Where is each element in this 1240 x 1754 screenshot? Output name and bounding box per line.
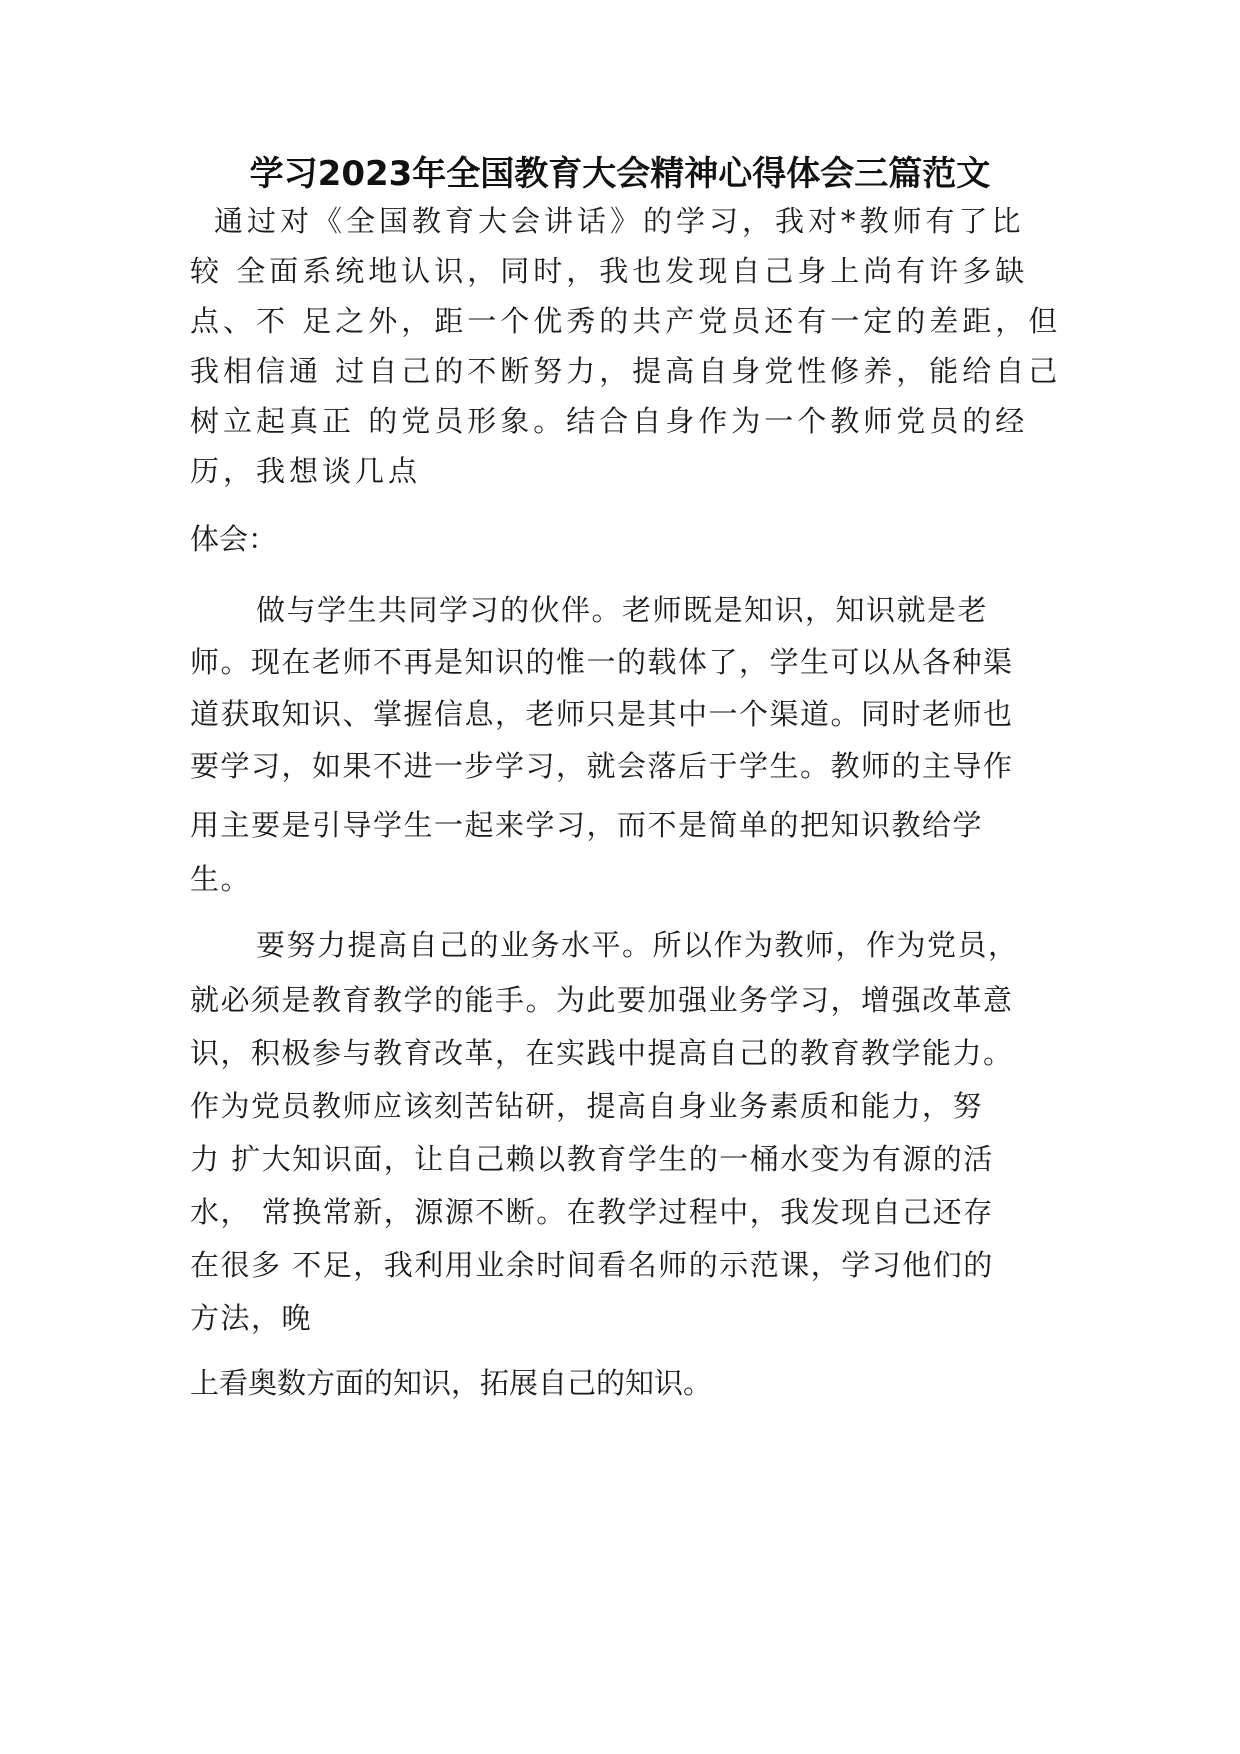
paragraph-4-line-7: 在很多 不足，我利用业余时间看名师的示范课，学习他们的 [190, 1248, 994, 1282]
paragraph-1-line-4: 我相信通 过自己的不断努力，提高自身党性修养，能给自己 [190, 354, 1062, 388]
paragraph-4-line-5: 力 扩大知识面，让自己赖以教育学生的一桶水变为有源的活 [190, 1142, 994, 1176]
paragraph-3-line-5: 用主要是引导学生一起来学习，而不是简单的把知识教给学 [190, 808, 984, 842]
paragraph-4-line-3: 识，积极参与教育改革，在实践中提高自己的教育教学能力。 [190, 1036, 1014, 1070]
paragraph-3-line-3: 道获取知识、掌握信息，老师只是其中一个渠道。同时老师也 [190, 697, 1014, 731]
paragraph-4-line-4: 作为党员教师应该刻苦钻研，提高自身业务素质和能力，努 [190, 1089, 984, 1123]
paragraph-1-line-5: 树立起真正 的党员形象。结合自身作为一个教师党员的经 [190, 404, 1029, 438]
paragraph-3-line-4: 要学习，如果不进一步学习，就会落后于学生。教师的主导作 [190, 749, 1014, 783]
paragraph-4-line-8: 方法，晚 [190, 1301, 313, 1335]
paragraph-2-line-1: 体会： [190, 522, 278, 556]
paragraph-3-line-6: 生。 [190, 862, 252, 896]
paragraph-4-line-6: 水， 常换常新，源源不断。在教学过程中，我发现自己还存 [190, 1195, 994, 1229]
paragraph-1-line-2: 较 全面系统地认识，同时，我也发现自己身上尚有许多缺 [190, 254, 1029, 288]
paragraph-1-line-1: 通过对《全国教育大会讲话》的学习，我对*教师有了比 [214, 204, 1025, 238]
paragraph-4-line-2: 就必须是教育教学的能手。为此要加强业务学习，增强改革意 [190, 983, 1014, 1017]
paragraph-1-line-6: 历，我想谈几点 [190, 454, 422, 488]
document-title: 学习2023年全国教育大会精神心得体会三篇范文 [249, 154, 991, 194]
paragraph-3-line-2: 师。现在老师不再是知识的惟一的载体了，学生可以从各种渠 [190, 645, 1014, 679]
paragraph-3-line-1: 做与学生共同学习的伙伴。老师既是知识，知识就是老 [256, 593, 989, 627]
paragraph-4-line-1: 要努力提高自己的业务水平。所以作为教师，作为党员， [256, 928, 1019, 962]
paragraph-5-line-1: 上看奥数方面的知识，拓展自己的知识。 [190, 1366, 713, 1400]
paragraph-1-line-3: 点、不 足之外，距一个优秀的共产党员还有一定的差距，但 [190, 304, 1062, 338]
